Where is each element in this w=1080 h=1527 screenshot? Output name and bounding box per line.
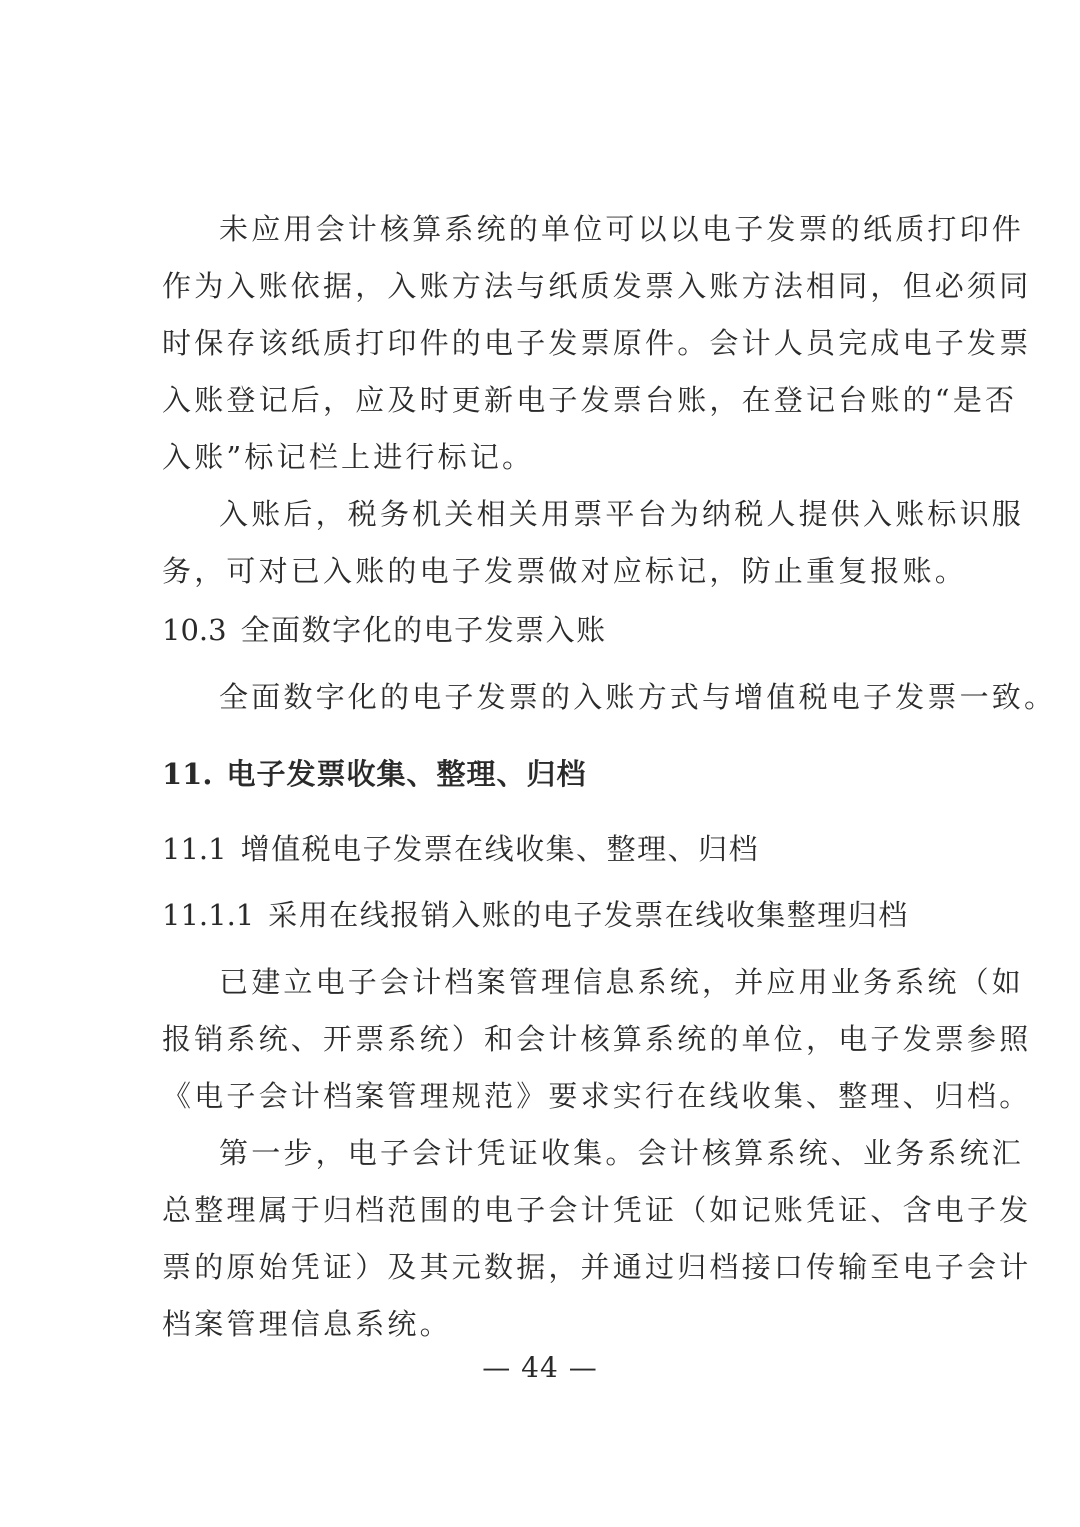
section-title: 电子发票收集、整理、归档 xyxy=(226,757,587,791)
paragraph-line: 务，可对已入账的电子发票做对应标记，防止重复报账。 xyxy=(162,554,968,588)
paragraph-line: 入账登记后，应及时更新电子发票台账，在登记台账的“是否 xyxy=(162,383,1018,417)
section-heading-10-3 xyxy=(162,610,922,650)
paragraph-line: 入账”标记栏上进行标记。 xyxy=(162,440,535,474)
section-number: 10.3 xyxy=(162,613,227,647)
paragraph-line: 入账后，税务机关相关用票平台为纳税人提供入账标识服 xyxy=(219,497,1025,531)
paragraph-line: 全面数字化的电子发票的入账方式与增值税电子发票一致。 xyxy=(219,680,1057,714)
paragraph-line: 第一步，电子会计凭证收集。会计核算系统、业务系统汇 xyxy=(219,1136,1025,1170)
section-title: 增值税电子发票在线收集、整理、归档 xyxy=(240,832,760,866)
section-title: 全面数字化的电子发票入账 xyxy=(240,613,607,647)
paragraph-line: 已建立电子会计档案管理信息系统，并应用业务系统（如 xyxy=(219,965,1025,999)
section-title: 采用在线报销入账的电子发票在线收集整理归档 xyxy=(268,898,909,932)
paragraph-line: 票的原始凭证）及其元数据，并通过归档接口传输至电子会计 xyxy=(162,1250,1032,1284)
section-number: 11. xyxy=(162,757,213,791)
paragraph-line: 作为入账依据，入账方法与纸质发票入账方法相同，但必须同 xyxy=(162,269,1032,303)
section-heading-11-1-1 xyxy=(162,895,922,935)
paragraph-line: 总整理属于归档范围的电子会计凭证（如记账凭证、含电子发 xyxy=(162,1193,1032,1227)
paragraph-line: 未应用会计核算系统的单位可以以电子发票的纸质打印件 xyxy=(219,212,1025,246)
section-number: 11.1.1 xyxy=(162,898,255,932)
page-number: — 44 — xyxy=(482,1351,598,1384)
paragraph-line: 档案管理信息系统。 xyxy=(162,1307,452,1341)
section-heading-11 xyxy=(162,754,922,794)
paragraph-line: 《电子会计档案管理规范》要求实行在线收集、整理、归档。 xyxy=(162,1079,1032,1113)
section-heading-11-1 xyxy=(162,829,922,869)
section-number: 11.1 xyxy=(162,832,227,866)
paragraph-line: 报销系统、开票系统）和会计核算系统的单位，电子发票参照 xyxy=(162,1022,1032,1056)
paragraph-line: 时保存该纸质打印件的电子发票原件。会计人员完成电子发票 xyxy=(162,326,1032,360)
